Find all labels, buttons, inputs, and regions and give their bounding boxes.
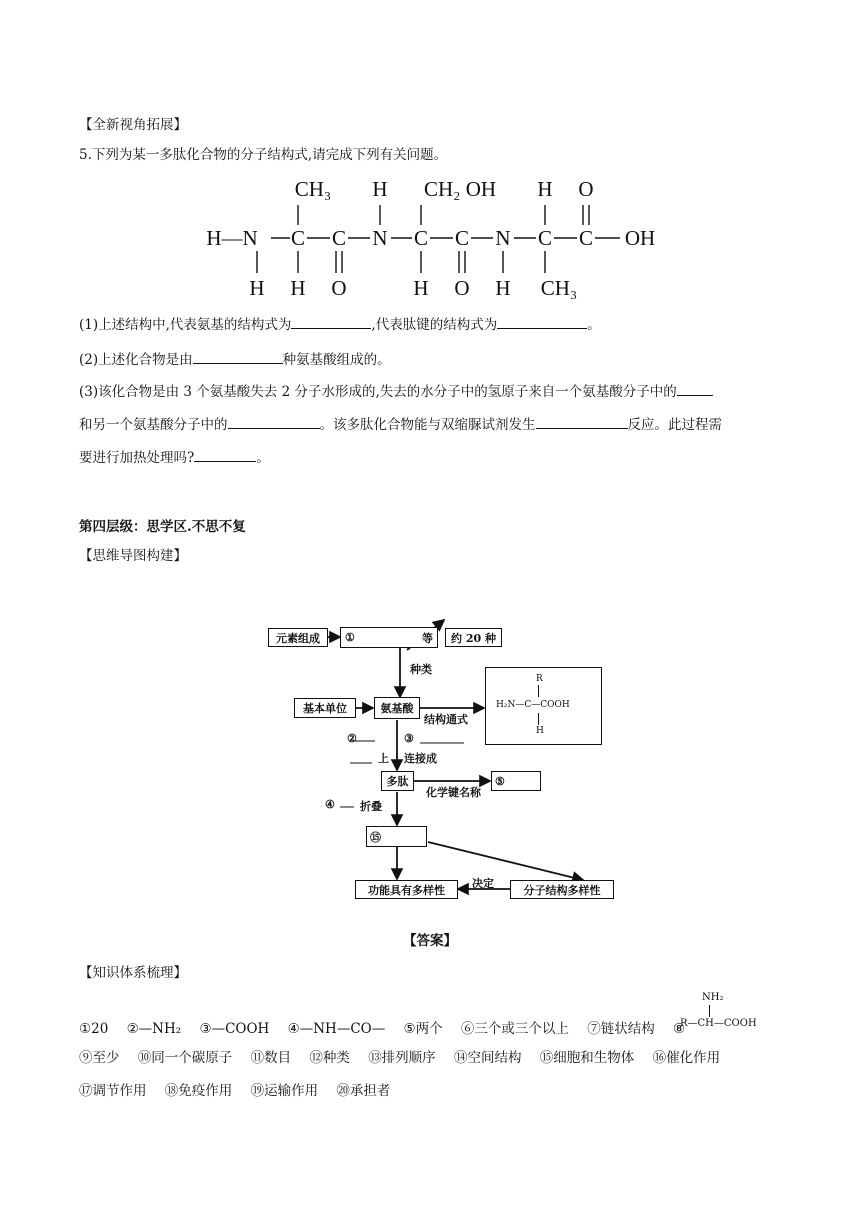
mindmap-blank-4: ④ <box>325 798 335 811</box>
formula-main-c6: C <box>578 226 594 250</box>
mindmap-basic-unit-box: 基本单位 <box>294 698 356 718</box>
answer-formula-line: R—CH—COOH <box>680 1018 757 1029</box>
mindmap-formula-h: H <box>536 726 544 736</box>
formula-bottom-h4: H <box>495 276 511 300</box>
formula-bottom-h3: H <box>413 276 429 300</box>
formula-bonds <box>0 175 860 305</box>
answer-blank-amino[interactable] <box>291 314 371 329</box>
answer-item: ⑳承担者 <box>336 1083 391 1099</box>
answer-item: ①20 <box>79 1021 109 1037</box>
answer-item: ⑦链状结构 <box>587 1021 655 1037</box>
formula-main-c5: C <box>537 226 553 250</box>
formula-bottom-o2: O <box>454 276 470 300</box>
question-part-3-line1: (3)该化合物是由 3 个氨基酸失去 2 分子水形成的,失去的水分子中的氢原子来自一个氨基酸分子中的 <box>79 381 713 401</box>
level4-heading: 第四层级：思学区.不思不复 <box>79 519 246 535</box>
formula-main-c4: C <box>454 226 470 250</box>
mindmap-formula-r: R <box>536 674 543 684</box>
mindmap-bond-blank-box: ⑤ <box>491 771 541 791</box>
answer-item: ⑪数目 <box>250 1050 292 1066</box>
mindmap-about20-box: 约 20 种 <box>445 628 502 647</box>
mindmap-blank-3: ③ <box>404 732 414 745</box>
mindmap-polypeptide-box: 多肽 <box>381 771 414 791</box>
answer-blank-amino-types[interactable] <box>193 349 283 364</box>
answer-item: ⑲运输作用 <box>250 1083 319 1099</box>
answer-item: ⑥三个或三个以上 <box>460 1021 569 1037</box>
answer-line-2 <box>79 1046 720 1066</box>
question-part-2: (2)上述化合物是由 种氨基酸组成的。 <box>79 349 391 369</box>
answer-item: ⑭空间结构 <box>453 1050 522 1066</box>
answer-item: ⑯催化作用 <box>652 1050 721 1066</box>
answer-item: ⑰调节作用 <box>79 1083 147 1099</box>
formula-top-ch2oh: CH₂ OH <box>423 177 497 201</box>
mindmap-structure-diversity-box: 分子结构多样性 <box>510 880 614 899</box>
formula-bottom-h1: H <box>249 276 265 300</box>
answer-heading: 【答案】 <box>403 933 457 949</box>
mindmap-label-lianjiecheng: 连接成 <box>404 752 437 765</box>
answer-item: ⑬排列顺序 <box>368 1050 436 1066</box>
formula-main-n3: N <box>495 226 511 250</box>
mindmap-function-diversity-box: 功能具有多样性 <box>355 880 458 899</box>
mindmap-label-bond-name: 化学键名称 <box>426 786 481 799</box>
mindmap-blank-2: ② <box>347 732 357 745</box>
answer-item: ⑤两个 <box>403 1021 443 1037</box>
formula-main-n2: N <box>372 226 388 250</box>
formula-main-c1: C <box>290 226 306 250</box>
mindmap-blank-1: ① <box>345 631 355 644</box>
peptide-structure-formula <box>0 175 860 305</box>
formula-main-hn: H—N <box>206 226 258 250</box>
mindmap-label-decide: 决定 <box>472 877 494 890</box>
formula-top-ch3: CH₃ <box>294 177 332 201</box>
answer-item: ⑱免疫作用 <box>164 1083 233 1099</box>
mindmap-formula-main: H₂N—C—COOH <box>496 700 570 710</box>
mindmap-label-shang: 上 <box>378 752 389 765</box>
mindmap-heading: 【思维导图构建】 <box>79 548 187 564</box>
mindmap-amino-acid-box: 氨基酸 <box>374 697 420 719</box>
answer-blank-peptide-bond[interactable] <box>497 314 587 329</box>
mindmap-label-zhonglei: 种类 <box>410 663 432 676</box>
answer-item: ②—NH₂ <box>126 1021 182 1037</box>
answer-blank-h-source-2[interactable] <box>228 414 320 429</box>
mindmap-deng: 等 <box>422 631 433 645</box>
mindmap-formula-box <box>485 667 602 745</box>
section-heading-extension: 【全新视角拓展】 <box>79 117 187 133</box>
formula-main-c3: C <box>413 226 429 250</box>
question-stem: 5.下列为某一多肽化合物的分子结构式,请完成下列有关问题。 <box>79 147 448 163</box>
knowledge-heading: 【知识体系梳理】 <box>79 965 187 981</box>
answer-blank-reaction[interactable] <box>536 414 628 429</box>
formula-top-o: O <box>578 177 594 201</box>
mindmap-label-zhedie: 折叠 <box>360 800 382 813</box>
question-part-1: (1)上述结构中,代表氨基的结构式为 ,代表肽键的结构式为 。 <box>79 314 601 334</box>
answer-item: ⑧ <box>673 1021 686 1037</box>
answer-blank-h-source-1[interactable] <box>677 381 713 396</box>
answer-item: ③—COOH <box>199 1021 270 1037</box>
answer-item: ⑩同一个碳原子 <box>137 1050 233 1066</box>
formula-bottom-h2: H <box>290 276 306 300</box>
answer-formula-bond <box>709 1005 710 1017</box>
answer-formula-nh2: NH₂ <box>702 992 724 1003</box>
answer-item: ⑨至少 <box>79 1050 120 1066</box>
formula-main-oh: OH <box>624 226 656 250</box>
mindmap-formula-bond-down <box>538 713 539 725</box>
answer-item: ⑫种类 <box>309 1050 350 1066</box>
mindmap-label-struct-formula: 结构通式 <box>424 713 468 726</box>
answer-item: ⑮细胞和生物体 <box>539 1050 635 1066</box>
formula-top-h2: H <box>537 177 553 201</box>
question-part-3-line2: 和另一个氨基酸分子中的 。该多肽化合物能与双缩脲试剂发生 反应。此过程需 <box>79 414 722 434</box>
answer-line-1 <box>79 1017 685 1037</box>
formula-bottom-o1: O <box>331 276 347 300</box>
question-part-3-line3: 要进行加热处理吗? 。 <box>79 447 270 467</box>
answer-line-3 <box>79 1079 390 1099</box>
mindmap-element-box: 元素组成 <box>268 628 328 647</box>
mindmap-blank-1-box <box>340 627 438 648</box>
formula-top-h: H <box>372 177 388 201</box>
mindmap-protein-blank-box: ⑮ <box>366 826 427 847</box>
answer-blank-heating[interactable] <box>194 447 256 462</box>
formula-main-c2: C <box>331 226 347 250</box>
formula-bottom-ch3: CH₃ <box>540 276 578 300</box>
mindmap-formula-bond-up <box>538 685 539 697</box>
answer-item: ④—NH—CO— <box>287 1021 386 1037</box>
